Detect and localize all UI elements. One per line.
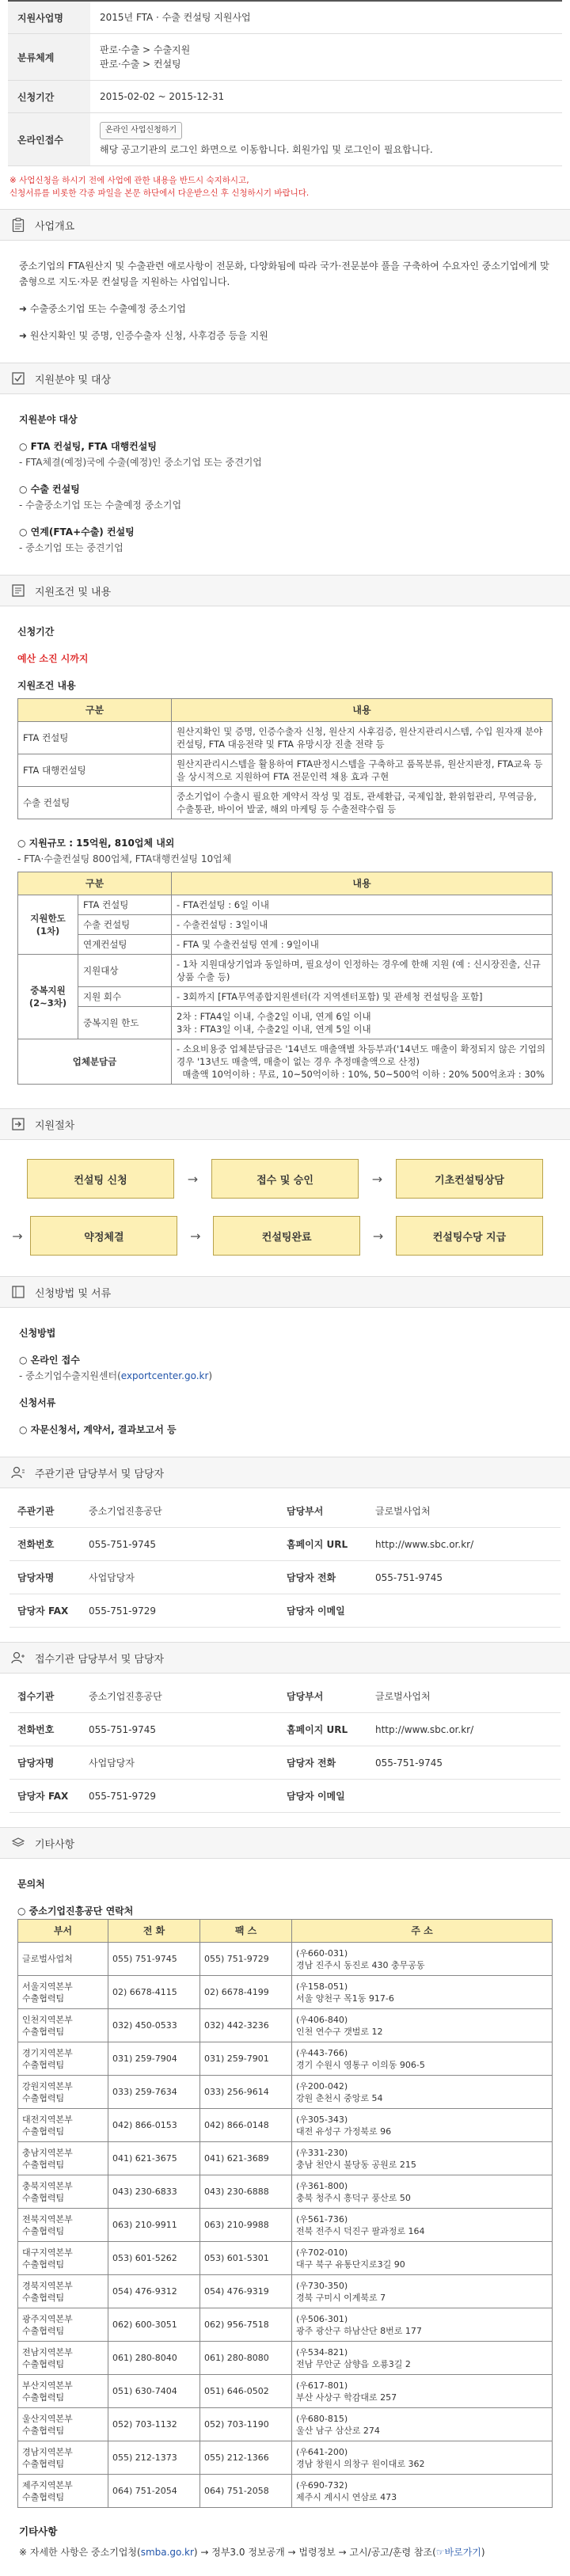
table-row <box>18 1976 553 2009</box>
table-row <box>10 1528 560 1561</box>
table-cell: 032) 450-0533 <box>108 2009 200 2042</box>
table-cell: 041) 621-3675 <box>108 2142 200 2175</box>
table-cell: 대전지역본부 수출협력팀 <box>18 2109 108 2142</box>
document-icon <box>11 583 25 598</box>
table-cell: 054) 476-9319 <box>200 2275 292 2308</box>
table-header-row <box>18 1920 553 1943</box>
target-item: ○ 연계(FTA+수출) 컨설팅 <box>19 526 135 538</box>
section-title: 지원조건 및 내용 <box>35 586 112 598</box>
org1-table <box>10 1495 560 1628</box>
table-cell: 중복지원 한도 <box>78 1007 172 1039</box>
field-label: 담당부서 <box>279 1680 367 1713</box>
table-cell: 032) 442-3236 <box>200 2009 292 2042</box>
table-cell: FTA 컨설팅 <box>78 895 172 915</box>
table-row <box>18 754 553 787</box>
arrow-icon: → <box>190 1228 201 1244</box>
content-label: 지원조건 내용 <box>17 680 76 691</box>
field-value: 055-751-9729 <box>81 1594 279 1628</box>
table-cell: 063) 210-9988 <box>200 2209 292 2242</box>
table-cell: - FTA 및 수출컨설팅 연계 : 9일이내 <box>172 935 553 955</box>
arrow-icon: → <box>371 1171 383 1187</box>
flow-row <box>27 1159 543 1199</box>
table-cell: 경남지역본부 수출협력팀 <box>18 2441 108 2475</box>
target-body <box>0 394 570 575</box>
footer-text: ※ 자세한 사항은 중소기업청(smba.go.kr) → 정부3.0 정보공개 → 법령정보 → 고시/공고/훈령 참조(☞바로가기) <box>19 2547 485 2558</box>
target-heading: 지원분야 대상 <box>19 414 78 425</box>
table-cell: 울산지역본부 수출협력팀 <box>18 2408 108 2441</box>
table-cell: 053) 601-5262 <box>108 2242 200 2275</box>
org1-body <box>0 1488 570 1642</box>
field-label: 접수기관 <box>10 1680 81 1713</box>
table-cell: 인천지역본부 수출협력팀 <box>18 2009 108 2042</box>
table-row <box>18 2441 553 2475</box>
online-apply-note: 해당 공고기관의 로그인 화면으로 이동합니다. 회원가입 및 로그인이 필요합니다. <box>100 144 433 155</box>
overview-bullet: ➜ 원산지확인 및 증명, 인증수출자 신청, 사후검증 등을 지원 <box>19 330 268 341</box>
method-label: 신청방법 <box>19 1328 56 1339</box>
overview-body <box>0 241 570 363</box>
field-label: 담당자 FAX <box>10 1780 81 1813</box>
org2-table <box>10 1680 560 1813</box>
info-value: 2015년 FTA · 수출 컨설팅 지원사업 <box>90 2 562 34</box>
table-cell: 부산지역본부 수출협력팀 <box>18 2375 108 2408</box>
table-cell: 042) 866-0148 <box>200 2109 292 2142</box>
arrow-icon: → <box>12 1228 23 1244</box>
homepage-link[interactable]: http://www.sbc.or.kr/ <box>367 1713 560 1746</box>
group-cell: 중복지원 (2~3차) <box>18 955 78 1039</box>
period-value: 예산 소진 시까지 <box>17 653 89 664</box>
section-title: 주관기관 담당부서 및 담당자 <box>35 1468 165 1480</box>
table-cell: (우690-732) 제주시 계시시 연삼로 473 <box>292 2475 553 2508</box>
docs-list: ○ 자문신청서, 계약서, 결과보고서 등 <box>19 1424 177 1435</box>
table-cell: 강원지역본부 수출협력팀 <box>18 2076 108 2109</box>
info-table-wrapper <box>8 0 562 166</box>
section-header-method <box>0 1276 570 1308</box>
flow-step: 약정체결 <box>30 1216 177 1256</box>
info-label: 분류체계 <box>8 34 90 81</box>
table-cell: (우331-230) 충남 천안시 불당동 공원로 215 <box>292 2142 553 2175</box>
sbc-contacts-table <box>17 1919 553 2508</box>
field-value: 055-751-9745 <box>367 1561 560 1594</box>
table-cell: (우361-800) 충북 청주시 흥덕구 풍산로 50 <box>292 2175 553 2209</box>
table-cell: 031) 259-7904 <box>108 2042 200 2076</box>
section-title: 접수기관 담당부서 및 담당자 <box>35 1653 165 1666</box>
table-row <box>18 2275 553 2308</box>
table-cell: 031) 259-7901 <box>200 2042 292 2076</box>
table-row <box>18 722 553 754</box>
table-header-row <box>18 872 553 895</box>
online-apply-button[interactable]: 온라인 사업신청하기 <box>100 122 182 139</box>
field-label: 담당자명 <box>10 1561 81 1594</box>
table-cell: (우617-801) 부산 사상구 학감대로 257 <box>292 2375 553 2408</box>
arrow-icon: → <box>372 1228 384 1244</box>
table-cell: (우561-736) 전북 전주시 덕진구 팔과정로 164 <box>292 2209 553 2242</box>
target-item-desc: - 수출중소기업 또는 수출예정 중소기업 <box>19 500 182 511</box>
table-cell: 051) 630-7404 <box>108 2375 200 2408</box>
table-cell: 055) 751-9729 <box>200 1943 292 1976</box>
flow-step: 기초컨설팅상담 <box>396 1159 543 1199</box>
table-row <box>10 1594 560 1628</box>
field-value <box>367 1594 560 1628</box>
table-cell: 053) 601-5301 <box>200 2242 292 2275</box>
info-value <box>90 34 562 81</box>
column-header: 내용 <box>172 872 553 895</box>
field-value: 글로벌사업처 <box>367 1680 560 1713</box>
table-cell: 충남지역본부 수출협력팀 <box>18 2142 108 2175</box>
table-cell: 원산지관리시스템을 활용하여 FTA판정시스템을 구축하고 품목분류, 원산지판정, FTA교육 등을 상시적으로 지원하여 FTA 전문인력 채용 효과 구현 <box>172 754 553 787</box>
table-cell: 경기지역본부 수출협력팀 <box>18 2042 108 2076</box>
field-value: 055-751-9729 <box>81 1780 279 1813</box>
exportcenter-link[interactable]: exportcenter.go.kr <box>120 1370 209 1381</box>
table-cell: - 1차 지원대상기업과 동일하며, 필요성이 인정하는 경우에 한해 지원 (예 : 신시장진출, 신규상품 수출 등) <box>172 955 553 987</box>
table-cell: 경북지역본부 수출협력팀 <box>18 2275 108 2308</box>
table-cell: (우305-343) 대전 유성구 가정북로 96 <box>292 2109 553 2142</box>
section-title: 지원분야 및 대상 <box>35 374 112 386</box>
field-label: 담당자 FAX <box>10 1594 81 1628</box>
table-row <box>18 2475 553 2508</box>
table-row <box>10 1746 560 1780</box>
table-row <box>18 2408 553 2441</box>
table-cell: 042) 866-0153 <box>108 2109 200 2142</box>
target-item-desc: - FTA체결(예정)국에 수출(예정)인 중소기업 또는 중견기업 <box>19 457 262 468</box>
table-cell: 2차 : FTA4일 이내, 수출2일 이내, 연계 6일 이내 3차 : FTA3일 이내, 수출2일 이내, 연계 5일 이내 <box>172 1007 553 1039</box>
group-cell: 지원한도 (1차) <box>18 895 78 955</box>
overview-bullet: ➜ 수출중소기업 또는 수출예정 중소기업 <box>19 303 186 314</box>
table-cell: 063) 210-9911 <box>108 2209 200 2242</box>
condition-body <box>0 606 570 1108</box>
table-cell: 052) 703-1132 <box>108 2408 200 2441</box>
table-cell: (우200-042) 강원 춘천시 중앙로 54 <box>292 2076 553 2109</box>
etc-body <box>0 1859 570 2516</box>
info-label: 지원사업명 <box>8 2 90 34</box>
clipboard-icon <box>11 218 25 232</box>
table-row <box>10 1713 560 1746</box>
field-label: 담당자 이메일 <box>279 1594 367 1628</box>
table-row <box>18 1039 553 1085</box>
flow-step: 컨설팅완료 <box>213 1216 360 1256</box>
footer-note <box>0 2516 570 2576</box>
support-content-table <box>17 698 553 819</box>
table-cell: 041) 621-3689 <box>200 2142 292 2175</box>
section-title: 사업개요 <box>35 220 75 233</box>
table-cell: - 3회까지 [FTA무역종합지원센터(각 지역센터포함) 및 관세청 컨설팅을 포함] <box>172 987 553 1007</box>
table-row <box>18 2009 553 2042</box>
table-cell: (우702-010) 대구 북구 유통단지로3길 90 <box>292 2242 553 2275</box>
table-row <box>18 2375 553 2408</box>
field-value <box>367 1780 560 1813</box>
section-header-condition <box>0 575 570 606</box>
process-flow <box>0 1140 570 1276</box>
info-label: 신청기간 <box>8 81 90 113</box>
section-header-etc <box>0 1827 570 1859</box>
method-body <box>0 1308 570 1457</box>
table-row <box>10 1561 560 1594</box>
org2-body <box>0 1674 570 1827</box>
info-row <box>8 113 562 166</box>
table-cell: 052) 703-1190 <box>200 2408 292 2441</box>
table-cell: 글로벌사업처 <box>18 1943 108 1976</box>
group-cell: 업체분담금 <box>18 1039 172 1085</box>
section-title: 지원절차 <box>35 1119 75 1132</box>
table-row <box>18 915 553 935</box>
arrow-right-icon <box>11 1117 25 1131</box>
section-header-target <box>0 363 570 394</box>
table-cell: (우158-051) 서울 양천구 목1동 917-6 <box>292 1976 553 2009</box>
info-value: 2015-02-02 ~ 2015-12-31 <box>90 81 562 113</box>
layers-icon <box>11 1836 25 1850</box>
support-limit-table <box>17 872 553 1085</box>
column-header: 부서 <box>18 1920 108 1943</box>
field-label: 담당자 이메일 <box>279 1780 367 1813</box>
flow-row <box>10 1216 543 1256</box>
column-header: 주 소 <box>292 1920 553 1943</box>
field-label: 전화번호 <box>10 1528 81 1561</box>
table-cell: 064) 751-2054 <box>108 2475 200 2508</box>
target-item: ○ 수출 컨설팅 <box>19 484 80 495</box>
target-item-desc: - 중소기업 또는 중견기업 <box>19 542 124 553</box>
table-cell: 충북지역본부 수출협력팀 <box>18 2175 108 2209</box>
info-table <box>8 2 562 166</box>
table-row <box>18 2042 553 2076</box>
table-row <box>18 987 553 1007</box>
period-label: 신청기간 <box>17 626 55 637</box>
section-header-org1 <box>0 1457 570 1488</box>
table-cell: (우660-031) 경남 진주시 동진로 430 충무공동 <box>292 1943 553 1976</box>
info-label: 온라인접수 <box>8 113 90 166</box>
flow-step: 컨설팅 신청 <box>27 1159 174 1199</box>
table-cell: - 수출컨설팅 : 3일이내 <box>172 915 553 935</box>
table-cell: 전북지역본부 수출협력팀 <box>18 2209 108 2242</box>
table-cell: - FTA컨설팅 : 6일 이내 <box>172 895 553 915</box>
table-cell: (우443-766) 경기 수원시 영통구 이의동 906-5 <box>292 2042 553 2076</box>
table-cell: 043) 230-6888 <box>200 2175 292 2209</box>
info-row <box>8 34 562 81</box>
sbc-contacts-title: ○ 중소기업진흥공단 연락처 <box>17 1905 134 1917</box>
smba-link[interactable]: smba.go.kr <box>140 2547 194 2558</box>
field-value: 중소기업진흥공단 <box>81 1680 279 1713</box>
info-row <box>8 2 562 34</box>
table-cell: 054) 476-9312 <box>108 2275 200 2308</box>
column-header: 구분 <box>18 872 172 895</box>
table-row <box>18 955 553 987</box>
scale-title: ○ 지원규모 : 15억원, 810업체 내외 <box>17 838 175 849</box>
field-label: 담당자명 <box>10 1746 81 1780</box>
notice-line: ※ 사업신청을 하시기 전에 사업에 관한 내용을 반드시 숙지하시고, <box>10 176 249 185</box>
table-row <box>18 2209 553 2242</box>
table-row <box>18 2076 553 2109</box>
table-row <box>18 1943 553 1976</box>
notice-line: 신청서류를 비롯한 각종 파일을 본문 하단에서 다운받으신 후 신청하시기 바랍니다. <box>10 188 310 198</box>
checkbox-icon <box>11 371 25 386</box>
table-cell: 전남지역본부 수출협력팀 <box>18 2342 108 2375</box>
table-row <box>18 2308 553 2342</box>
docs-label: 신청서류 <box>19 1397 56 1408</box>
table-row <box>18 2175 553 2209</box>
notice <box>0 166 570 209</box>
table-cell: (우680-815) 울산 남구 삼산로 274 <box>292 2408 553 2441</box>
table-header-row <box>18 699 553 722</box>
section-title: 기타사항 <box>35 1838 75 1851</box>
table-cell: 061) 280-8080 <box>200 2342 292 2375</box>
category-line: 판로·수출 > 수출지원 <box>100 44 191 55</box>
section-header-process <box>0 1108 570 1140</box>
table-cell: 원산지확인 및 증명, 인증수출자 신청, 원산지 사후검증, 원산지관리시스템, 수입 원자재 분야 컨설팅, FTA 대응전략 및 FTA 유망시장 진출 전략 등 <box>172 722 553 754</box>
table-cell: 광주지역본부 수출협력팀 <box>18 2308 108 2342</box>
table-row <box>18 2109 553 2142</box>
field-label: 담당부서 <box>279 1495 367 1528</box>
table-cell: 055) 212-1366 <box>200 2441 292 2475</box>
field-value: 055-751-9745 <box>81 1713 279 1746</box>
table-cell: 062) 600-3051 <box>108 2308 200 2342</box>
table-cell: FTA 컨설팅 <box>18 722 172 754</box>
section-title: 신청방법 및 서류 <box>35 1287 112 1300</box>
table-cell: 055) 751-9745 <box>108 1943 200 1976</box>
category-line: 판로·수출 > 컨설팅 <box>100 59 181 70</box>
table-cell: - 소요비용중 업체분담금은 '14년도 매출액별 차등부과('14년도 매출이 확정되지 않은 기업의 경우 '13년도 매출액, 매출이 없는 경우 추정매출액으로 산정) 매출액 10억이하 : 무료, 10~50억이하 : 10%, 50~500억 이하 : 20% 500억초과 : 30% <box>172 1039 553 1085</box>
table-row <box>18 2242 553 2275</box>
shortcut-link[interactable]: ☞바로가기 <box>435 2547 481 2558</box>
column-header: 내용 <box>172 699 553 722</box>
table-cell: 064) 751-2058 <box>200 2475 292 2508</box>
table-cell: 중소기업이 수출시 필요한 계약서 작성 및 검토, 관세환급, 국제입찰, 환위험관리, 무역금융, 수출통관, 바이어 발굴, 해외 마케팅 등 수출전략수립 등 <box>172 787 553 819</box>
field-value: 055-751-9745 <box>81 1528 279 1561</box>
table-cell: 061) 280-8040 <box>108 2342 200 2375</box>
section-header-overview <box>0 209 570 241</box>
table-cell: 지원 회수 <box>78 987 172 1007</box>
table-cell: 055) 212-1373 <box>108 2441 200 2475</box>
table-cell: (우534-821) 전남 무안군 삼향읍 오룡3길 2 <box>292 2342 553 2375</box>
table-row <box>18 935 553 955</box>
field-value: 글로벌사업처 <box>367 1495 560 1528</box>
field-value: 사업담당자 <box>81 1561 279 1594</box>
field-label: 전화번호 <box>10 1713 81 1746</box>
column-header: 전 화 <box>108 1920 200 1943</box>
table-row <box>18 787 553 819</box>
table-cell: 051) 646-0502 <box>200 2375 292 2408</box>
method-online: ○ 온라인 접수 <box>19 1354 80 1366</box>
section-header-org2 <box>0 1642 570 1674</box>
flow-step: 컨설팅수당 지급 <box>396 1216 543 1256</box>
field-label: 홈페이지 URL <box>279 1528 367 1561</box>
table-cell: (우641-200) 경남 창원시 의창구 원이대로 362 <box>292 2441 553 2475</box>
homepage-link[interactable]: http://www.sbc.or.kr/ <box>367 1528 560 1561</box>
table-cell: 수출 컨설팅 <box>18 787 172 819</box>
table-cell: 제주지역본부 수출협력팀 <box>18 2475 108 2508</box>
table-cell: 02) 6678-4199 <box>200 1976 292 2009</box>
table-cell: 043) 230-6833 <box>108 2175 200 2209</box>
file-icon <box>11 1285 25 1299</box>
field-value: 중소기업진흥공단 <box>81 1495 279 1528</box>
table-cell: (우406-840) 인천 연수구 갯벌로 12 <box>292 2009 553 2042</box>
table-row <box>18 895 553 915</box>
table-cell: 062) 956-7518 <box>200 2308 292 2342</box>
table-row <box>18 2142 553 2175</box>
field-label: 주관기관 <box>10 1495 81 1528</box>
table-cell: 대구지역본부 수출협력팀 <box>18 2242 108 2275</box>
user-icon <box>11 1465 25 1480</box>
inquiry-label: 문의처 <box>17 1879 45 1890</box>
scale-desc: - FTA·수출컨설팅 800업체, FTA대행컨설팅 10업체 <box>17 853 232 864</box>
table-cell: (우506-301) 광주 광산구 하남산단 8번로 177 <box>292 2308 553 2342</box>
table-row <box>18 1007 553 1039</box>
table-cell: FTA 대행컨설팅 <box>18 754 172 787</box>
info-value <box>90 113 562 166</box>
info-row <box>8 81 562 113</box>
table-row <box>10 1495 560 1528</box>
field-label: 담당자 전화 <box>279 1561 367 1594</box>
table-cell: 지원대상 <box>78 955 172 987</box>
target-item: ○ FTA 컨설팅, FTA 대행컨설팅 <box>19 441 157 452</box>
field-label: 홈페이지 URL <box>279 1713 367 1746</box>
field-label: 담당자 전화 <box>279 1746 367 1780</box>
table-cell: 033) 259-7634 <box>108 2076 200 2109</box>
table-row <box>10 1680 560 1713</box>
overview-intro: 중소기업의 FTA원산지 및 수출관련 애로사항이 전문화, 다양화됨에 따라 국가·전문분야 풀을 구축하여 수요자인 중소기업에게 맞춤형으로 지도·자문 컨설팅을 지원하는 사업입니다. <box>19 260 549 287</box>
table-cell: 수출 컨설팅 <box>78 915 172 935</box>
table-cell: (우730-350) 경북 구미시 이계북로 7 <box>292 2275 553 2308</box>
table-row <box>10 1780 560 1813</box>
column-header: 팩 스 <box>200 1920 292 1943</box>
flow-step: 접수 및 승인 <box>211 1159 359 1199</box>
table-cell: 02) 6678-4115 <box>108 1976 200 2009</box>
method-online-desc: - 중소기업수출지원센터(exportcenter.go.kr) <box>19 1370 213 1381</box>
table-cell: 033) 256-9614 <box>200 2076 292 2109</box>
column-header: 구분 <box>18 699 172 722</box>
field-value: 055-751-9745 <box>367 1746 560 1780</box>
footer-label: 기타사항 <box>19 2525 58 2537</box>
user-add-icon <box>11 1651 25 1665</box>
arrow-icon: → <box>187 1171 199 1187</box>
table-cell: 서울지역본부 수출협력팀 <box>18 1976 108 2009</box>
table-row <box>18 2342 553 2375</box>
field-value: 사업담당자 <box>81 1746 279 1780</box>
table-cell: 연계컨설팅 <box>78 935 172 955</box>
